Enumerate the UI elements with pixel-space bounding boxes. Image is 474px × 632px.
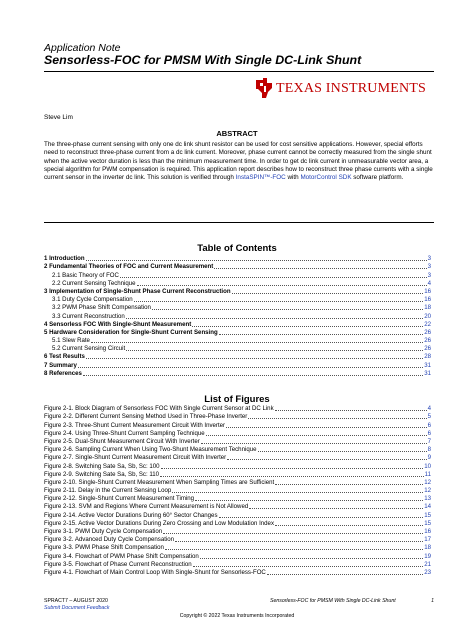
figure-entry[interactable]	[44, 462, 431, 470]
leader-dots	[275, 484, 423, 485]
leader-dots	[275, 525, 423, 526]
page-link[interactable]: 31	[424, 361, 431, 369]
toc-entry-label: 3.3 Current Reconstruction	[52, 312, 125, 320]
figure-entry-label: Figure 3-1. PWM Duty Cycle Compensation	[44, 528, 163, 535]
page-link[interactable]: 23	[424, 568, 431, 576]
leader-dots	[83, 375, 423, 376]
figure-entry[interactable]	[44, 430, 431, 438]
leader-dots	[86, 260, 427, 261]
toc-entry-label: 3.2 PWM Phase Shift Compensation	[52, 304, 151, 312]
toc-entry-label: 2 Fundamental Theories of FOC and Current Measurement	[44, 263, 214, 271]
figure-entry[interactable]	[44, 405, 431, 413]
figure-entry[interactable]	[44, 454, 431, 462]
toc-entry[interactable]	[44, 370, 431, 378]
page-link[interactable]: 18	[424, 304, 431, 312]
page-link[interactable]: 26	[424, 337, 431, 345]
abstract-heading: ABSTRACT	[216, 129, 258, 138]
figure-entry-label: Figure 2-15. Active Vector Durations During Zero Crossing and Low Modulation Index	[44, 519, 274, 527]
figure-entry-label: Figure 2-4. Using Three-Shunt Current Sampling Technique	[44, 429, 205, 437]
leader-dots	[267, 574, 423, 575]
figure-entry-label: Figure 3-3. PWM Phase Shift Compensation	[44, 544, 164, 552]
page-link[interactable]: 4	[427, 405, 431, 413]
footer-title: Sensorless-FOC for PMSM With Single DC-Link Shunt	[270, 598, 396, 604]
figure-entry-label: Figure 3-2. Advanced Duty Cycle Compensation	[44, 536, 175, 544]
toc-entry[interactable]	[44, 296, 431, 304]
page-link[interactable]: 3	[427, 271, 431, 279]
submit-feedback-link[interactable]: Submit Document Feedback	[44, 604, 110, 611]
leader-dots	[249, 508, 423, 509]
toc-entry-label: 8 References	[44, 369, 82, 377]
figure-entry-label: Figure 2-14. Active Vector Durations During 60° Sector Changes	[44, 511, 218, 519]
page-link[interactable]: 17	[424, 536, 431, 544]
figure-entry[interactable]	[44, 479, 431, 487]
figure-entry-label: Figure 4-1. Flowchart of Main Control Loop With Single-Shunt for Sensorless-FOC	[44, 568, 266, 576]
page-link[interactable]: 14	[424, 503, 431, 511]
figure-entry-label: Figure 3-5. Flowchart of Phase Current Reconstruction	[44, 560, 192, 568]
figure-entry-label: Figure 2-10. Single-Shunt Current Measurement When Sampling Times are Sufficient	[44, 478, 275, 486]
leader-dots	[193, 566, 424, 567]
lof-heading: List of Figures	[204, 394, 270, 405]
figure-entry[interactable]	[44, 511, 431, 519]
page-link[interactable]: 11	[424, 470, 431, 478]
abstract-text	[44, 141, 434, 182]
author-name: Steve Lim	[44, 114, 73, 121]
page-title: Sensorless-FOC for PMSM With Single DC-Link Shunt	[44, 53, 362, 67]
figure-entry[interactable]	[44, 487, 431, 495]
page-link[interactable]: 26	[424, 345, 431, 353]
toc-entry-label: 2.1 Basic Theory of FOC	[52, 271, 119, 279]
leader-dots	[200, 558, 423, 559]
doc-id: SPRACT7 – AUGUST 2020	[44, 598, 108, 604]
footer-right	[270, 598, 434, 604]
toc-entry[interactable]	[44, 345, 431, 353]
leader-dots	[152, 309, 423, 310]
leader-dots	[175, 541, 423, 542]
toc-entry[interactable]	[44, 288, 431, 296]
figure-entry-label: Figure 2-13. SVM and Regions Where Current Measurement is Not Allowed	[44, 503, 249, 511]
toc-entry[interactable]	[44, 263, 431, 271]
toc-entry[interactable]	[44, 255, 431, 263]
page-link[interactable]: 31	[424, 369, 431, 377]
page-link[interactable]: 26	[424, 328, 431, 336]
leader-dots	[275, 410, 427, 411]
toc-entry-label: 1 Introduction	[44, 255, 85, 263]
figure-entry-label: Figure 2-1. Block Diagram of Sensorless FOC With Single Current Sensor at DC Link	[44, 405, 274, 413]
leader-dots	[120, 277, 427, 278]
toc-entry-label: 7 Summary	[44, 361, 77, 369]
leader-dots	[226, 427, 427, 428]
figure-entry-label: Figure 3-4. Flowchart of PWM Phase Shift Compensation	[44, 552, 199, 560]
abstract-ending: software platform.	[351, 174, 404, 181]
figure-entry[interactable]	[44, 438, 431, 446]
page-link[interactable]: 19	[424, 552, 431, 560]
figure-entry-label: Figure 2-8. Switching Sate Sa, Sb, Sc: 100	[44, 462, 160, 470]
toc-entry[interactable]	[44, 329, 431, 337]
page-link[interactable]: 18	[424, 544, 431, 552]
figure-entry-label: Figure 2-5. Dual-Shunt Measurement Circuit With Inverter	[44, 437, 200, 445]
toc-entry-label: 5.2 Current Sensing Circuit	[52, 345, 126, 353]
ti-logo-icon	[254, 77, 274, 99]
figure-entry[interactable]	[44, 569, 431, 577]
toc-entry-label: 5 Hardware Consideration for Single-Shunt Current Sensing	[44, 328, 218, 336]
toc-entry-label: 5.1 Slew Rate	[52, 337, 90, 345]
page-link[interactable]: 7	[427, 437, 431, 445]
page-link[interactable]: 6	[427, 421, 431, 429]
page-link[interactable]: 16	[424, 296, 431, 304]
leader-dots	[192, 326, 423, 327]
leader-dots	[86, 358, 423, 359]
abstract-connector: with	[285, 174, 301, 181]
leader-dots	[201, 443, 427, 444]
toc-entry-label: 3.1 Duty Cycle Compensation	[52, 296, 133, 304]
ti-logo-text: TEXAS INSTRUMENTS	[276, 81, 427, 96]
figure-entry-label: Figure 2-2. Different Current Sensing Method Used in Three-Phase Inverter	[44, 413, 248, 421]
leader-dots	[214, 268, 426, 269]
figure-entry[interactable]	[44, 413, 431, 421]
figure-entry[interactable]	[44, 528, 431, 536]
page-link[interactable]: 6	[427, 429, 431, 437]
leader-dots	[126, 318, 423, 319]
toc-entry[interactable]	[44, 271, 431, 279]
figure-entry-label: Figure 2-6. Sampling Current When Using Two-Shunt Measurement Technique	[44, 446, 257, 454]
leader-dots	[219, 334, 424, 335]
toc-entry-label: 3 Implementation of Single-Shunt Phase Current Reconstruction	[44, 287, 231, 295]
leader-dots	[258, 451, 427, 452]
leader-dots	[134, 301, 424, 302]
leader-dots	[78, 367, 423, 368]
page-link[interactable]: 3	[427, 255, 431, 263]
toc-entry[interactable]	[44, 361, 431, 369]
page-link[interactable]: 20	[424, 312, 431, 320]
leader-dots	[172, 492, 423, 493]
figure-entry[interactable]	[44, 495, 431, 503]
page-link[interactable]: 21	[424, 560, 431, 568]
toc-entry[interactable]	[44, 304, 431, 312]
figure-entry[interactable]	[44, 544, 431, 552]
figure-entry[interactable]	[44, 561, 431, 569]
motorcontrol-sdk-link[interactable]: MotorControl SDK	[300, 174, 352, 181]
toc-list	[44, 255, 431, 378]
page-link[interactable]: 16	[424, 528, 431, 535]
toc-entry[interactable]	[44, 353, 431, 361]
leader-dots	[219, 517, 424, 518]
page-link[interactable]: 22	[424, 320, 431, 328]
figure-entry-label: Figure 2-3. Three-Shunt Current Measurement Circuit With Inverter	[44, 421, 226, 429]
page-link[interactable]: 12	[424, 487, 431, 495]
leader-dots	[126, 350, 423, 351]
page-link[interactable]: 9	[427, 454, 431, 462]
figure-entry[interactable]	[44, 503, 431, 511]
figure-entry[interactable]	[44, 552, 431, 560]
leader-dots	[227, 459, 426, 460]
figure-entry-label: Figure 2-9. Switching Sate Sa, Sb, Sc: 110	[44, 470, 160, 478]
ti-logo	[254, 76, 434, 102]
page-link[interactable]: 15	[424, 511, 431, 519]
page-link[interactable]: 28	[424, 353, 431, 361]
toc-entry[interactable]	[44, 337, 431, 345]
leader-dots	[195, 500, 423, 501]
page-link[interactable]: 16	[424, 287, 431, 295]
abstract-body: The three-phase current sensing with only one dc link shunt resistor can be used for cost sensitive applications. However, special efforts need to reconstruct three-phase current from a dc link current. Moreover, phase current cannot be correctly measured from the single shunt when the active vector duration is less than the minimum measurement time. In order to get dc link current in unmeasurable vector area, a special algorithm for PWM compensation is required. This application report describes how to reconstruct three phase currents with a single current sensor in the inverter dc link. This solution is verified through	[44, 141, 433, 181]
figure-entry-label: Figure 2-11. Delay in the Current Sensing Loop	[44, 487, 172, 495]
instaspin-link[interactable]: InstaSPIN™-FOC	[235, 174, 286, 181]
leader-dots	[232, 293, 424, 294]
figure-entry-label: Figure 2-7. Single-Shunt Current Measurement Circuit With Inverter	[44, 454, 227, 462]
toc-entry[interactable]	[44, 321, 431, 329]
page-link[interactable]: 13	[424, 495, 431, 503]
page-link[interactable]: 3	[427, 263, 431, 271]
page-link[interactable]: 15	[424, 519, 431, 527]
figure-entry[interactable]	[44, 446, 431, 454]
title-divider	[44, 71, 434, 72]
footer-left	[44, 598, 109, 611]
copyright: Copyright © 2022 Texas Instruments Incorporated	[179, 613, 295, 619]
page-number: 1	[431, 598, 434, 604]
page-link[interactable]: 5	[427, 413, 431, 421]
leader-dots	[248, 418, 426, 419]
figure-entry[interactable]	[44, 421, 431, 429]
page-link[interactable]: 4	[427, 279, 431, 287]
leader-dots	[163, 533, 423, 534]
leader-dots	[91, 342, 423, 343]
page-link[interactable]: 8	[427, 446, 431, 454]
leader-dots	[137, 285, 427, 286]
leader-dots	[165, 549, 423, 550]
doc-type-label: Application Note	[44, 42, 121, 54]
page-link[interactable]: 12	[424, 478, 431, 486]
toc-entry-label: 4 Sensorless FOC With Single-Shunt Measurement	[44, 320, 192, 328]
leader-dots	[160, 476, 424, 477]
page-link[interactable]: 10	[424, 462, 431, 470]
toc-entry[interactable]	[44, 312, 431, 320]
section-divider	[44, 222, 434, 223]
figure-entry[interactable]	[44, 536, 431, 544]
toc-entry-label: 6 Test Results	[44, 353, 85, 361]
toc-entry[interactable]	[44, 280, 431, 288]
leader-dots	[161, 468, 424, 469]
toc-entry-label: 2.2 Current Sensing Technique	[52, 279, 136, 287]
leader-dots	[206, 435, 427, 436]
figure-entry[interactable]	[44, 520, 431, 528]
toc-heading: Table of Contents	[197, 243, 277, 254]
figure-entry[interactable]	[44, 471, 431, 479]
figure-entry-label: Figure 2-12. Single-Shunt Current Measurement Timing	[44, 495, 195, 503]
lof-list	[44, 405, 431, 577]
